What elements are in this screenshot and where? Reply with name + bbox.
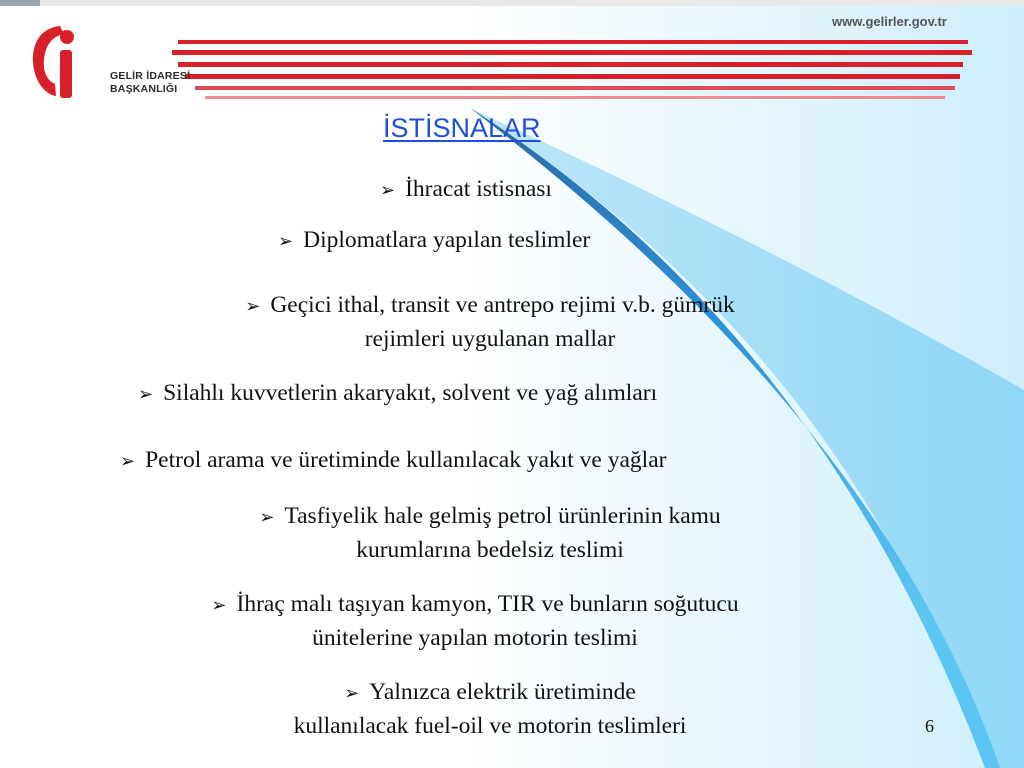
slide-title: İSTİSNALAR (383, 113, 541, 143)
bullet-item: ➢ Petrol arama ve üretiminde kullanılacak yakıt ve yağlar (120, 447, 667, 473)
bullet-item: ➢ İhraç malı taşıyan kamyon, TIR ve bunların soğutucu ünitelerine yapılan motorin teslimi (211, 591, 739, 651)
arrowhead-bullet-icon: ➢ (211, 595, 227, 616)
logo-text-line-1: GELİR İDARESİ (110, 70, 191, 82)
logo-mark (30, 22, 80, 102)
page-number: 6 (925, 716, 934, 736)
bullet-item: ➢ İhracat istisnası (380, 176, 552, 202)
bullet-item: ➢ Silahlı kuvvetlerin akaryakıt, solvent ve yağ alımları (138, 380, 658, 406)
logo-text-line-2: BAŞKANLIĞI (110, 83, 178, 95)
bullet-item: ➢ Yalnızca elektrik üretiminde kullanılacak fuel-oil ve motorin teslimleri (293, 679, 687, 739)
arrowhead-bullet-icon: ➢ (380, 180, 396, 201)
bullet-item: ➢ Diplomatlara yapılan teslimler (278, 227, 591, 253)
website-url: www.gelirler.gov.tr (832, 14, 947, 29)
bullet-item: ➢ Tasfiyelik hale gelmiş petrol ürünlerinin kamu kurumlarına bedelsiz teslimi (259, 503, 721, 563)
logo (30, 22, 191, 102)
arrowhead-bullet-icon: ➢ (259, 507, 275, 528)
bullet-item: ➢ Geçici ithal, transit ve antrepo rejimi v.b. gümrük rejimleri uygulanan mallar (245, 292, 735, 352)
arrowhead-bullet-icon: ➢ (120, 451, 136, 472)
arrowhead-bullet-icon: ➢ (245, 296, 261, 317)
arrowhead-bullet-icon: ➢ (138, 384, 154, 405)
arrowhead-bullet-icon: ➢ (344, 683, 360, 704)
arrowhead-bullet-icon: ➢ (278, 231, 294, 252)
